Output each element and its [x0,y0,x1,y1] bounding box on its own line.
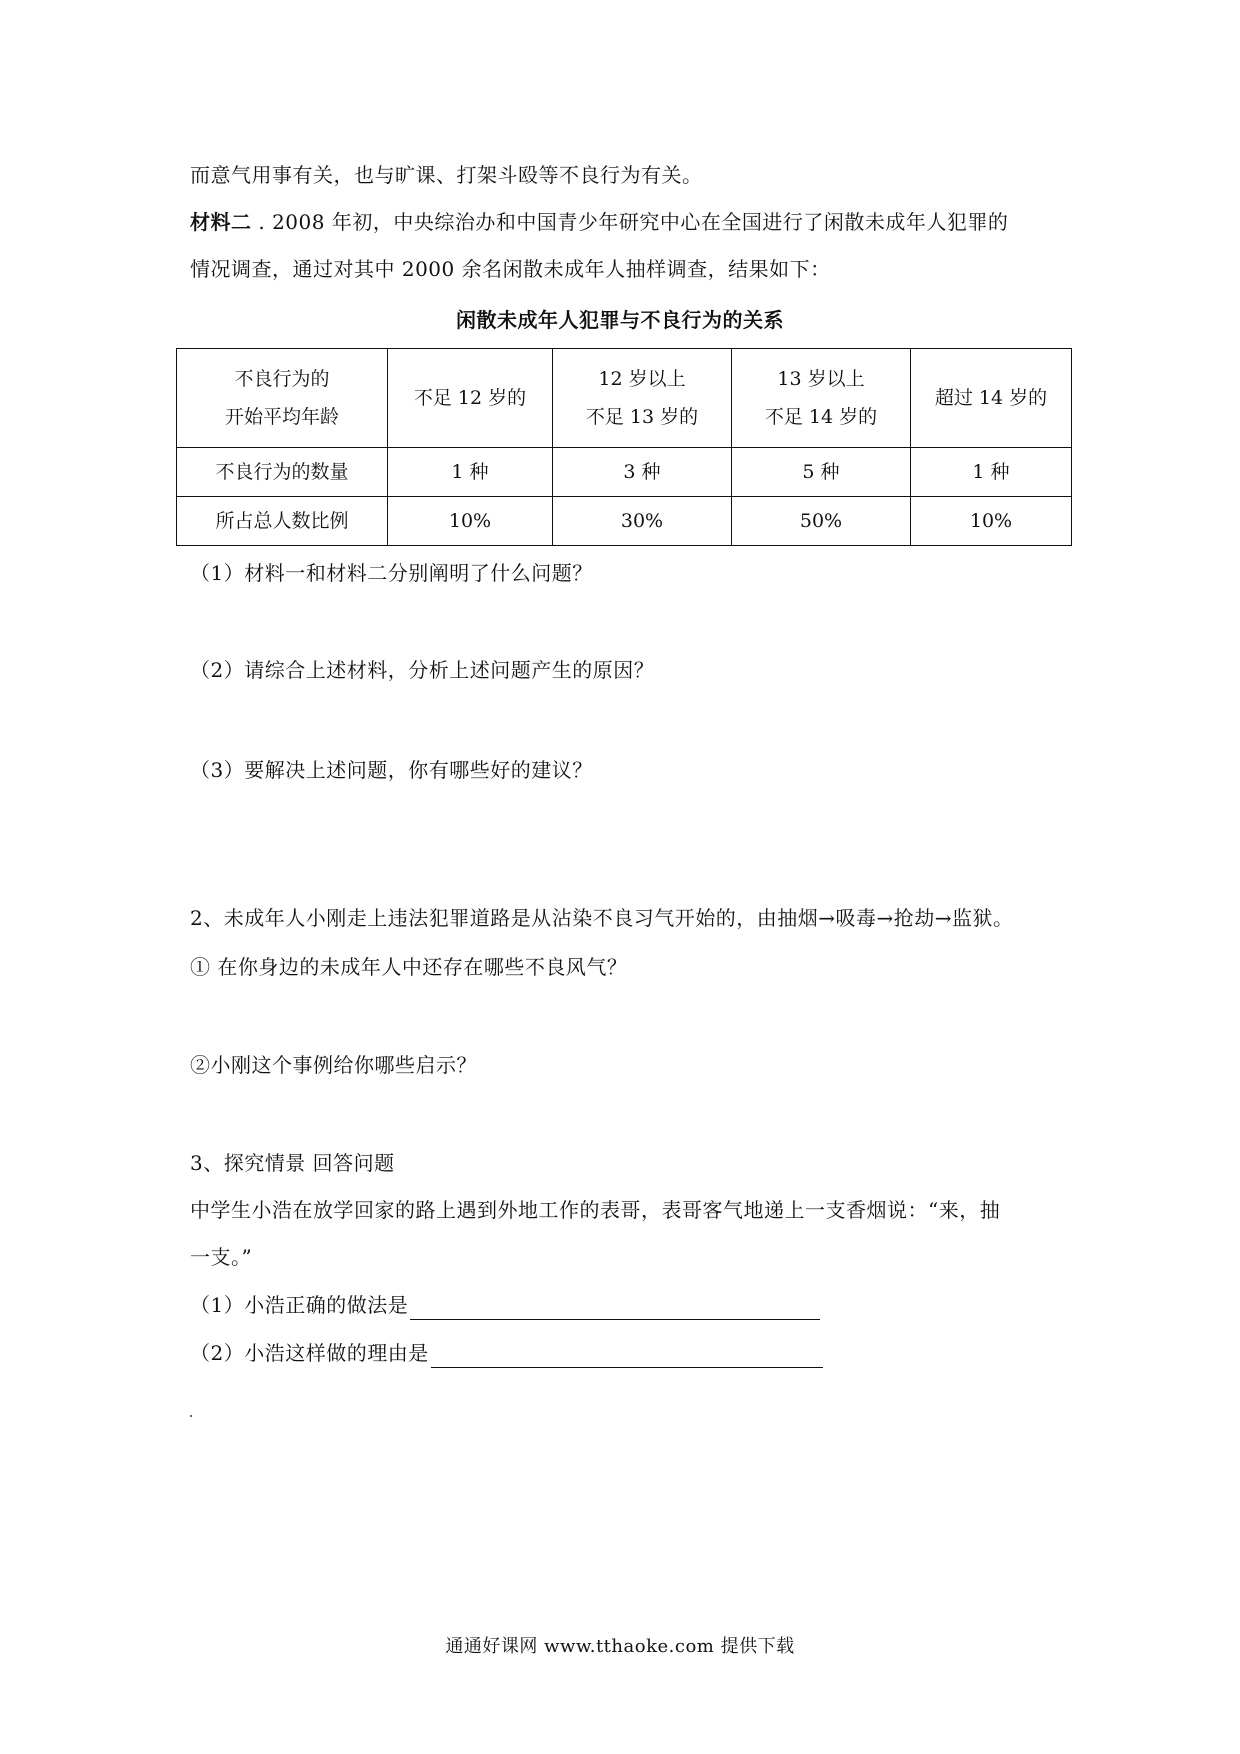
header-cell-13to14-line2: 不足 14 岁的 [764,406,878,428]
table-cell: 1 种 [911,448,1072,497]
answer-blank-2[interactable] [431,1345,823,1368]
header-cell-over14: 超过 14 岁的 [911,349,1072,448]
header-cell-age-line1: 不良行为的 [234,368,330,390]
header-cell-13to14-line1: 13 岁以上 [777,368,865,390]
question-1-3: （3）要解决上述问题，你有哪些好的建议？ [190,758,593,782]
table-cell: 1 种 [388,448,553,497]
table-cell: 50% [732,497,911,546]
question-1-1: （1）材料一和材料二分别阐明了什么问题？ [190,561,593,585]
section3-line1: 中学生小浩在放学回家的路上遇到外地工作的表哥，表哥客气地递上一支香烟说：“来，抽 [190,1198,1001,1222]
material2-line1 [190,207,1008,237]
paragraph-top-line: 而意气用事有关，也与旷课、打架斗殴等不良行为有关。 [190,163,703,187]
row-label: 不良行为的数量 [177,448,388,497]
section3-question-1-text: （1）小浩正确的做法是 [190,1293,409,1317]
section3-line2: 一支。” [190,1245,253,1269]
stray-dot [190,1415,192,1417]
header-cell-age [177,349,388,448]
question-1-2: （2）请综合上述材料，分析上述问题产生的原因？ [190,658,655,682]
header-cell-13to14 [732,349,911,448]
material2-label: 材料二 [190,210,252,234]
table-cell: 10% [911,497,1072,546]
section2-question-1: ① 在你身边的未成年人中还存在哪些不良风气？ [190,955,628,979]
header-cell-12to13-line2: 不足 13 岁的 [585,406,699,428]
header-cell-12to13 [553,349,732,448]
table-header-row [177,349,1072,448]
material2-line1-text: . 2008 年初，中央综治办和中国青少年研究中心在全国进行了闲散未成年人犯罪的 [251,210,1009,234]
table-cell: 5 种 [732,448,911,497]
header-cell-12to13-line1: 12 岁以上 [598,368,686,390]
table-title: 闲散未成年人犯罪与不良行为的关系 [456,308,784,332]
page-footer: 通通好课网 www.tthaoke.com 提供下载 [445,1636,795,1657]
table-row [177,448,1072,497]
material2-line2: 情况调查，通过对其中 2000 余名闲散未成年人抽样调查，结果如下： [190,257,831,281]
table-cell: 3 种 [553,448,732,497]
table-cell: 30% [553,497,732,546]
answer-blank-1[interactable] [410,1297,820,1320]
header-cell-under12: 不足 12 岁的 [388,349,553,448]
section3-question-2 [190,1338,823,1368]
data-table [176,348,1072,546]
section2-question-2: ②小刚这个事例给你哪些启示？ [190,1053,477,1077]
table-row [177,497,1072,546]
section3-question-1 [190,1290,820,1320]
header-cell-age-line2: 开始平均年龄 [224,406,339,428]
row-label: 所占总人数比例 [177,497,388,546]
section3-question-2-text: （2）小浩这样做的理由是 [190,1341,429,1365]
table-cell: 10% [388,497,553,546]
section3-title: 3、探究情景 回答问题 [190,1151,395,1175]
section2-intro: 2、未成年人小刚走上违法犯罪道路是从沾染不良习气开始的，由抽烟→吸毒→抢劫→监狱。 [190,906,1014,930]
